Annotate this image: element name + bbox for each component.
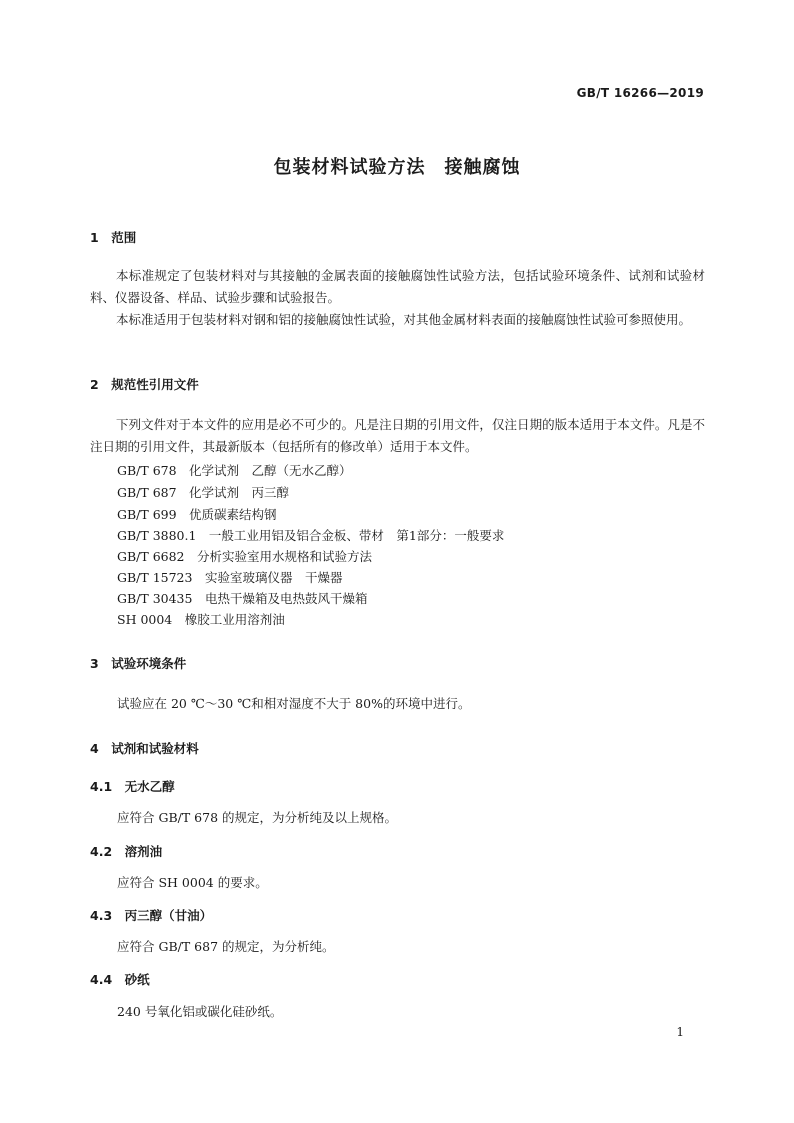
subsection-4-2-text: 应符合 SH 0004 的要求。 — [117, 875, 268, 890]
subsection-4-4-text: 240 号氧化铝或碳化硅砂纸。 — [117, 1004, 283, 1019]
subsection-4-2-heading: 4.2 溶剂油 — [90, 844, 163, 859]
subsection-4-3-heading: 4.3 丙三醇（甘油） — [90, 908, 213, 923]
reference-item: GB/T 6682 分析实验室用水规格和试验方法 — [117, 549, 373, 564]
page-number: 1 — [676, 1025, 684, 1039]
section-3-text: 试验应在 20 ℃～30 ℃和相对湿度不大于 80%的环境中进行。 — [117, 696, 471, 711]
document-title: 包装材料试验方法 接触腐蚀 — [273, 157, 521, 178]
subsection-4-1-text: 应符合 GB/T 678 的规定，为分析纯及以上规格。 — [117, 810, 397, 825]
section-4-heading: 4 试剂和试验材料 — [90, 741, 199, 756]
section-1-paragraph-1: 本标准规定了包装材料对与其接触的金属表面的接触腐蚀性试验方法，包括试验环境条件、试剂和试验材料、仪器设备、样品、试验步骤和试验报告。 — [90, 268, 705, 305]
subsection-4-4-heading: 4.4 砂纸 — [90, 972, 150, 987]
section-2-intro: 下列文件对于本文件的应用是必不可少的。凡是注日期的引用文件，仅注日期的版本适用于本文件。凡是不注日期的引用文件，其最新版本（包括所有的修改单）适用于本文件。 — [90, 417, 705, 454]
reference-item: GB/T 3880.1 一般工业用铝及铝合金板、带材 第1部分：一般要求 — [117, 528, 505, 543]
reference-item: SH 0004 橡胶工业用溶剂油 — [117, 612, 285, 627]
section-1-paragraph-2: 本标准适用于包装材料对钢和铝的接触腐蚀性试验，对其他金属材料表面的接触腐蚀性试验可参照使用。 — [116, 312, 692, 327]
reference-item: GB/T 30435 电热干燥箱及电热鼓风干燥箱 — [117, 591, 368, 606]
subsection-4-3-text: 应符合 GB/T 687 的规定，为分析纯。 — [117, 939, 335, 954]
reference-item: GB/T 699 优质碳素结构钢 — [117, 507, 277, 522]
section-2-heading: 2 规范性引用文件 — [90, 377, 199, 392]
reference-item: GB/T 687 化学试剂 丙三醇 — [117, 485, 290, 500]
standard-code: GB/T 16266—2019 — [576, 86, 704, 100]
reference-item: GB/T 15723 实验室玻璃仪器 干燥器 — [117, 570, 343, 585]
subsection-4-1-heading: 4.1 无水乙醇 — [90, 779, 175, 794]
reference-item: GB/T 678 化学试剂 乙醇（无水乙醇） — [117, 463, 352, 478]
section-3-heading: 3 试验环境条件 — [90, 656, 187, 671]
section-1-heading: 1 范围 — [90, 230, 137, 245]
